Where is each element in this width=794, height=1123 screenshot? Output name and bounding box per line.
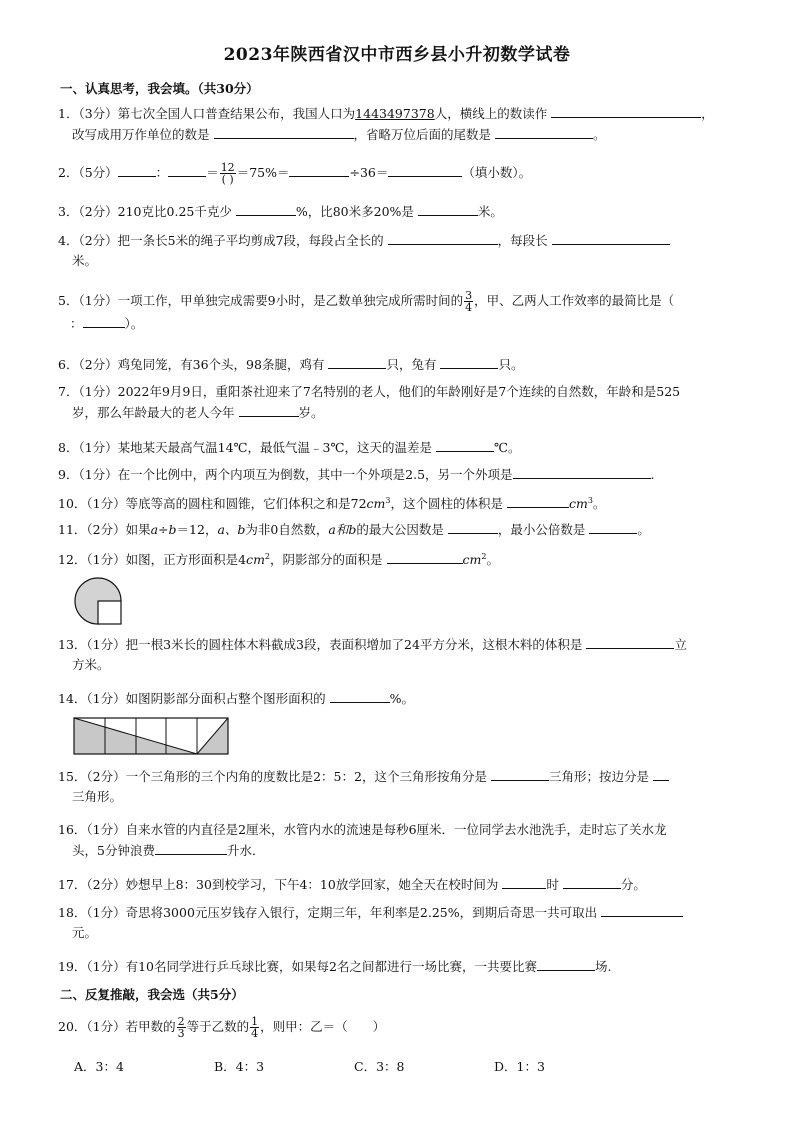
answer-blank[interactable] (653, 766, 669, 781)
question-7: 7．（1分）2022年9月9日，重阳茶社迎来了7名特别的老人，他们的年龄刚好是7个连续的自然数，年龄和是525 岁，那么年龄最大的老人今年 岁。 (58, 384, 681, 420)
answer-blank[interactable] (236, 201, 296, 216)
section-2-heading: 二、反复推敲，我会选（共5分） (60, 987, 244, 1002)
answer-blank[interactable] (563, 874, 621, 889)
fraction-1-4: $\frac{1}{4}$ (251, 1015, 259, 1040)
answer-blank[interactable] (330, 688, 390, 703)
answer-blank[interactable] (118, 162, 156, 177)
answer-blank[interactable] (537, 956, 595, 971)
question-2: 2．（5分） ： ＝ $\frac{12}{( )}$ ＝75%＝ ÷36＝ （填小数）。 (58, 161, 532, 186)
question-17: 17．（2分）妙想早上8：30到校学习，下午4：10放学回家，她全天在校时间为 时 分。 (58, 874, 738, 895)
answer-blank[interactable] (328, 354, 386, 369)
question-6: 6．（2分）鸡兔同笼，有36个头，98条腿，鸡有 只，兔有 只。 (58, 354, 738, 375)
page-title: 2023年陕西省汉中市西乡县小升初数学试卷 (223, 45, 571, 65)
answer-blank[interactable] (552, 230, 670, 245)
answer-blank[interactable] (168, 162, 206, 177)
answer-blank[interactable] (601, 902, 683, 917)
question-18: 18．（1分）奇思将3000元压岁钱存入银行，定期三年，年利率是2.25%，到期后奇思一共可取出 元。 (58, 902, 738, 943)
answer-blank[interactable] (289, 162, 349, 177)
answer-blank[interactable] (83, 313, 125, 328)
question-19: 19．（1分）有10名同学进行乒乓球比赛，如果每2名之间都进行一场比赛，一共要比赛 场. (58, 956, 738, 977)
question-3: 3．（2分）210克比0.25千克少 %，比80米多20%是 米。 (58, 201, 738, 222)
answer-blank[interactable] (155, 840, 227, 855)
answer-blank[interactable] (586, 634, 674, 649)
option-b[interactable]: B．4：3 (214, 1059, 265, 1074)
question-9: 9．（1分）在一个比例中，两个内项互为倒数，其中一个外项是2.5，另一个外项是 . (58, 464, 738, 485)
section-1-heading: 一、认真思考，我会填。（共30分） (60, 81, 259, 96)
question-1: 1．（3分）第七次全国人口普查结果公布，我国人口为1443497378人，横线上的数读作 ， 改写成用万作单位的数是 ，省略万位后面的尾数是 。 (58, 103, 738, 145)
question-5: 5．（1分）一项工作，甲单独完成需要9小时，是乙数单独完成所需时间的 $\frac{3}{4}$ ，甲、乙两人工作效率的最简比是（ ： ）。 (58, 289, 675, 331)
answer-blank[interactable] (387, 549, 463, 564)
q20-options (74, 1057, 634, 1075)
option-c[interactable]: C．3：8 (354, 1059, 405, 1074)
question-10: 10．（1分）等底等高的圆柱和圆锥，它们体积之和是$72cm^3$，这个圆柱的体积是 $cm^3$。 (58, 491, 738, 514)
population-number: 1443497378 (355, 106, 435, 121)
option-d[interactable]: D．1：3 (494, 1059, 545, 1074)
answer-blank[interactable] (388, 230, 498, 245)
circle-square-figure (72, 576, 128, 626)
answer-blank[interactable] (214, 124, 354, 139)
question-15: 15．（2分）一个三角形的三个内角的度数比是2：5：2，这个三角形按角分是 三角形；按边分是 三角形。 (58, 766, 738, 807)
question-12: 12．（1分）如图，正方形面积是$4cm^2$，阴影部分的面积是 $cm^2$。 (58, 547, 738, 570)
answer-blank[interactable] (502, 874, 546, 889)
option-a[interactable]: A．3：4 (74, 1059, 124, 1074)
fraction-2-3: $\frac{2}{3}$ (177, 1015, 185, 1040)
fraction-12-over-blank: $\frac{12}{( )}$ (220, 161, 235, 186)
answer-blank[interactable] (239, 402, 299, 417)
answer-blank[interactable] (440, 354, 498, 369)
shaded-rectangle-figure (72, 716, 232, 756)
question-13: 13．（1分）把一根3米长的圆柱体木料截成3段，表面积增加了24平方分米，这根木料的体积是 立 方米。 (58, 634, 738, 675)
question-14: 14．（1分）如图阴影部分面积占整个图形面积的 %。 (58, 688, 738, 709)
answer-blank[interactable] (495, 124, 593, 139)
question-16: 16．（1分）自来水管的内直径是2厘米，水管内水的流速是每秒6厘米．一位同学去水池洗手，走时忘了关水龙 头，5分钟浪费 升水． (58, 822, 667, 858)
answer-blank[interactable] (448, 519, 498, 534)
question-4: 4．（2分）把一条长5米的绳子平均剪成7段，每段占全长的 ，每段长 米。 (58, 230, 738, 271)
question-8: 8．（1分）某地某天最高气温14℃，最低气温﹣3℃，这天的温差是 ℃。 (58, 437, 738, 458)
answer-blank[interactable] (513, 464, 651, 479)
answer-blank[interactable] (418, 201, 478, 216)
answer-blank[interactable] (507, 493, 569, 508)
answer-blank[interactable] (388, 162, 462, 177)
answer-blank[interactable] (551, 103, 701, 118)
answer-blank[interactable] (589, 519, 637, 534)
question-20: 20．（1分）若甲数的 $\frac{2}{3}$ 等于乙数的 $\frac{1}{4}$ ，则甲：乙＝（ ） (58, 1015, 386, 1040)
answer-blank[interactable] (491, 766, 549, 781)
answer-blank[interactable] (436, 437, 494, 452)
fraction-3-4: $\frac{3}{4}$ (465, 289, 473, 314)
question-11: 11．（2分）如果a÷b＝12，a、b为非0自然数，a和b的最大公因数是 ，最小公倍数是 。 (58, 519, 738, 540)
